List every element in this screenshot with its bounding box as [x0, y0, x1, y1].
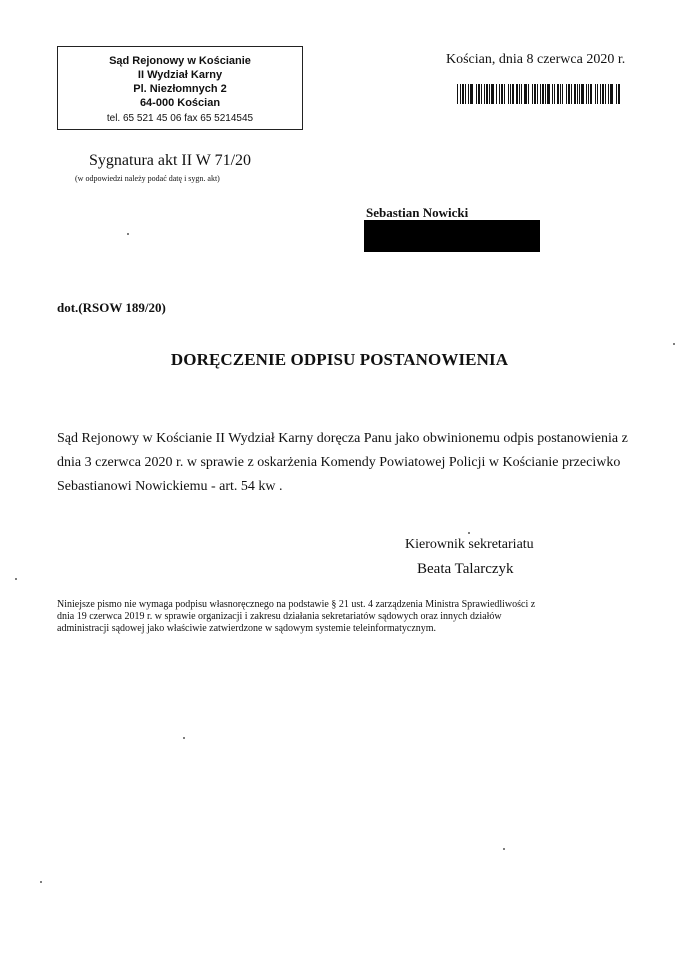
barcode-bar — [605, 84, 606, 104]
scan-speck — [40, 881, 42, 883]
barcode-bar — [537, 84, 538, 104]
body-line: Sąd Rejonowy w Kościanie II Wydział Karny doręcza Panu jako obwinionemu odpis postanowienia z — [57, 431, 628, 446]
barcode-bar — [460, 84, 461, 104]
barcode-bar — [602, 84, 604, 104]
barcode-bar — [489, 84, 490, 104]
barcode-bar — [597, 84, 598, 104]
barcode-bar — [542, 84, 544, 104]
barcode-bar — [528, 84, 529, 104]
barcode-bar — [566, 84, 567, 104]
barcode-bar — [470, 84, 473, 104]
barcode-bar — [504, 84, 505, 104]
scan-speck — [127, 233, 129, 235]
barcode-bar — [481, 84, 482, 104]
barcode-bar — [571, 84, 572, 104]
barcode-bar — [486, 84, 488, 104]
court-department: II Wydział Karny — [137, 69, 223, 81]
barcode-bar — [499, 84, 500, 104]
court-header-box — [57, 46, 303, 130]
barcode-bar — [618, 84, 620, 104]
scan-speck — [15, 578, 17, 580]
scan-speck — [468, 532, 470, 534]
barcode-bar — [560, 84, 561, 104]
signatory-name: Beata Talarczyk — [417, 561, 514, 577]
barcode-bar — [508, 84, 509, 104]
redacted-address — [364, 220, 540, 252]
barcode-bar — [478, 84, 480, 104]
barcode-bar — [468, 84, 469, 104]
recipient-name: Sebastian Nowicki — [366, 205, 469, 220]
footnote-line: Niniejsze pismo nie wymaga podpisu własnoręcznego na podstawie § 21 ust. 4 zarządzenia Ministra Sprawiedliwości z — [57, 599, 536, 610]
barcode-bar — [590, 84, 592, 104]
footnote — [57, 599, 637, 635]
barcode-bar — [545, 84, 546, 104]
barcode-bar — [521, 84, 522, 104]
barcode-bar — [600, 84, 601, 104]
barcode-bar — [462, 84, 464, 104]
place-date: Kościan, dnia 8 czerwca 2020 r. — [446, 52, 626, 67]
barcode-bar — [581, 84, 584, 104]
barcode-bar — [519, 84, 520, 104]
barcode-bar — [534, 84, 536, 104]
barcode — [457, 84, 623, 104]
scan-speck — [183, 737, 185, 739]
case-signature-note: (w odpowiedzi należy podać datę i sygn. akt) — [75, 174, 220, 183]
barcode-bar — [496, 84, 497, 104]
body-line: Sebastianowi Nowickiemu - art. 54 kw . — [57, 479, 283, 494]
scan-speck — [673, 343, 675, 345]
barcode-bar — [501, 84, 503, 104]
barcode-bar — [595, 84, 596, 104]
court-street: Pl. Niezłomnych 2 — [133, 83, 227, 95]
barcode-bar — [616, 84, 617, 104]
court-contact: tel. 65 521 45 06 fax 65 5214545 — [106, 113, 254, 124]
body-line: dnia 3 czerwca 2020 r. w sprawie z oskarżenia Komendy Powiatowej Policji w Kościanie przeciwko — [57, 455, 621, 470]
barcode-bar — [554, 84, 555, 104]
court-postal-city: 64-000 Kościan — [139, 97, 221, 109]
barcode-bar — [562, 84, 563, 104]
document-title: DORĘCZENIE ODPISU POSTANOWIENIA — [170, 350, 509, 369]
barcode-bar — [457, 84, 458, 104]
barcode-bar — [608, 84, 609, 104]
barcode-bar — [532, 84, 533, 104]
barcode-bar — [574, 84, 576, 104]
signatory-role: Kierownik sekretariatu — [405, 537, 534, 552]
barcode-bar — [579, 84, 580, 104]
footnote-line: dnia 19 czerwca 2019 r. w sprawie organizacji i zakresu działania sekretariatów sądowych oraz innych działów — [57, 611, 502, 622]
court-name: Sąd Rejonowy w Kościanie — [109, 55, 251, 67]
reference-number: dot.(RSOW 189/20) — [57, 300, 166, 315]
barcode-bar — [512, 84, 514, 104]
barcode-bar — [516, 84, 518, 104]
body-paragraph — [57, 427, 647, 499]
barcode-bar — [547, 84, 550, 104]
barcode-bar — [586, 84, 587, 104]
barcode-bar — [577, 84, 578, 104]
scan-speck — [503, 848, 505, 850]
barcode-bar — [557, 84, 559, 104]
barcode-bar — [465, 84, 466, 104]
barcode-bar — [491, 84, 494, 104]
barcode-bar — [540, 84, 541, 104]
case-signature: Sygnatura akt II W 71/20 — [89, 152, 252, 169]
barcode-bar — [524, 84, 527, 104]
barcode-bar — [610, 84, 613, 104]
footnote-line: administracji sądowej jako właściwie zatwierdzone w sądowym systemie teleinformatycznym. — [57, 623, 437, 634]
barcode-bar — [476, 84, 477, 104]
barcode-bar — [484, 84, 485, 104]
barcode-bar — [510, 84, 511, 104]
barcode-bar — [588, 84, 589, 104]
barcode-bar — [552, 84, 553, 104]
barcode-bar — [568, 84, 570, 104]
